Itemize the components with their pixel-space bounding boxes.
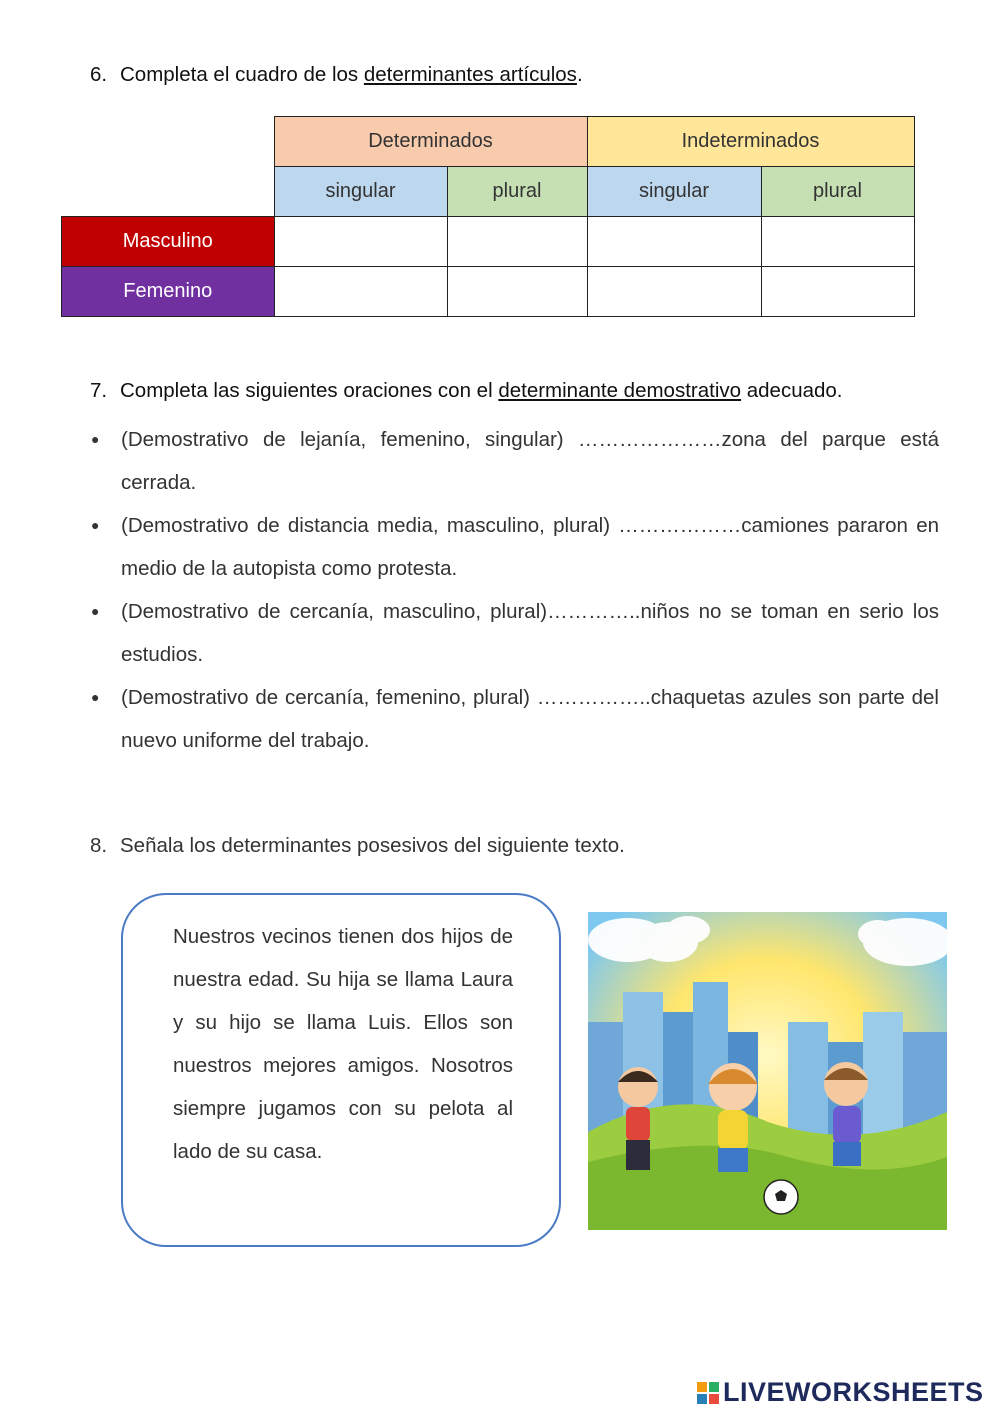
bullet-icon: ● [91,689,100,705]
answer-masc-indet-singular[interactable] [587,217,761,267]
row-label-femenino: Femenino [62,267,275,317]
answer-masc-det-plural[interactable] [447,217,587,267]
q8-text: Señala los determinantes posesivos del siguiente texto. [120,834,625,857]
answer-input[interactable] [448,266,591,317]
q8-title [90,834,625,858]
bullet-icon: ● [91,603,100,619]
logo-text: LIVEWORKSHEETS [723,1377,984,1407]
list-item [91,590,939,676]
bullet-icon: ● [91,517,100,533]
answer-fem-indet-singular[interactable] [587,267,761,317]
answer-input[interactable] [762,216,918,267]
park-scene-image [588,912,947,1230]
q7-item-3: (Demostrativo de cercanía, masculino, plural)…………..niños no se toman en serio los estudios. [121,600,939,666]
answer-masc-det-singular[interactable] [274,217,447,267]
articles-table [61,116,915,317]
passage-text[interactable]: Nuestros vecinos tienen dos hijos de nuestra edad. Su hija se llama Laura y su hijo se llama Luis. Ellos son nuestros mejores amigos. Nosotros siempre jugamos con su pelota al lado de su casa. [173,925,513,1163]
q6-text-underlined: determinantes artículos [363,63,577,86]
q7-text-after: adecuado. [741,379,843,402]
answer-input[interactable] [275,266,451,317]
list-item [91,418,939,504]
list-item [91,504,939,590]
header-indet-plural: plural [761,167,914,217]
q6-title [90,63,583,87]
answer-input[interactable] [448,216,591,267]
liveworksheets-logo-icon [697,1382,719,1404]
q7-item-1: (Demostrativo de lejanía, femenino, singular) …………………zona del parque está cerrada. [121,428,939,494]
q7-title [90,379,843,403]
table-corner [62,117,275,167]
header-det-plural: plural [447,167,587,217]
answer-masc-indet-plural[interactable] [761,217,914,267]
soccer-ball-icon [764,1180,798,1214]
table-corner-2 [62,167,275,217]
kids-playing-soccer-illustration [588,912,947,1230]
header-det-singular: singular [274,167,447,217]
row-label-masculino: Masculino [62,217,275,267]
liveworksheets-logo [697,1377,984,1408]
header-determinados: Determinados [274,117,587,167]
bullet-icon: ● [91,431,100,447]
answer-input[interactable] [275,216,451,267]
answer-fem-indet-plural[interactable] [761,267,914,317]
q7-text-underlined: determinante demostrativo [498,379,742,402]
q6-text-before: Completa el cuadro de los [120,63,364,86]
list-item [91,676,939,762]
q6-text-after: . [576,63,583,86]
header-indet-singular: singular [587,167,761,217]
answer-input[interactable] [588,266,765,317]
answer-input[interactable] [762,266,918,317]
answer-fem-det-singular[interactable] [274,267,447,317]
passage-box [121,893,561,1247]
q7-number: 7. [90,379,108,402]
q7-item-2: (Demostrativo de distancia media, masculino, plural) ………………camiones pararon en medio de la autopista como protesta. [121,514,939,580]
answer-fem-det-plural[interactable] [447,267,587,317]
q7-text-before: Completa las siguientes oraciones con el [120,379,499,402]
q7-bullet-list [91,418,939,762]
header-indeterminados: Indeterminados [587,117,914,167]
answer-input[interactable] [588,216,765,267]
q8-number: 8. [90,834,108,857]
q7-item-4: (Demostrativo de cercanía, femenino, plural) ……………..chaquetas azules son parte del nuevo uniforme del trabajo. [121,686,939,752]
q6-number: 6. [90,63,108,86]
